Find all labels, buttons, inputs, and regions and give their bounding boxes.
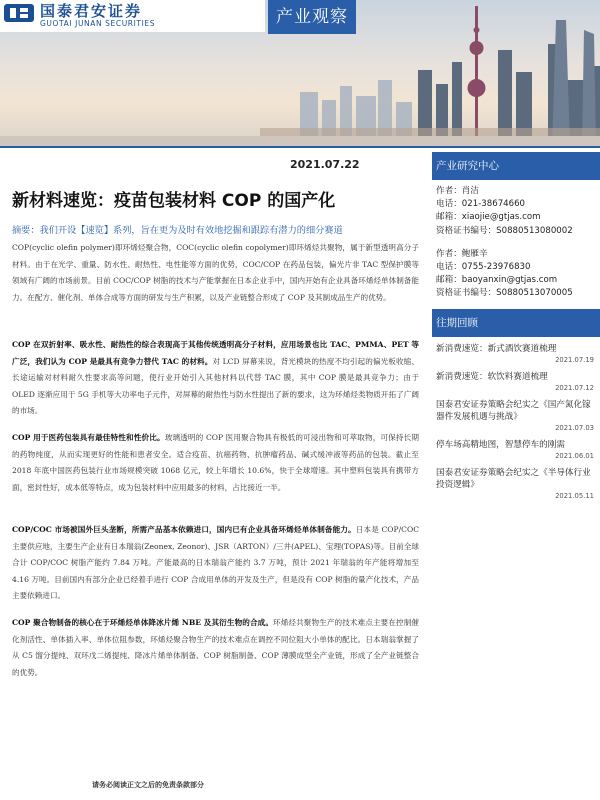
paragraph-text: 环烯烃共聚物生产的技术难点主要在控制催化剂活性、单体插入率、单体位阻参数，环烯烃聚合物生产的技术难点在调控不同位阻大小单体的配比。日本瑞翁掌握了从 C5 馏分提纯、双环戊二烯提纯、降冰片烯单体制备、COP 树脂制备、COP 薄膜成型全产业链，形成了全产业链整合的优势。 <box>12 618 419 677</box>
paragraph-lead: COP 在双折射率、吸水性、耐热性的综合表现高于其他传统透明高分子材料，应用场景也比 TAC、PMMA、PET 等广泛，我们认为 COP 是最具有竞争力替代 TAC 的材料。 <box>12 340 419 366</box>
past-report-title[interactable]: 国泰君安证券策略会纪实之《国产氮化镓器件发展机遇与挑战》 <box>436 399 591 422</box>
paragraph-lead: COP/COC 市场被国外巨头垄断，所需产品基本依赖进口，国内已有企业具备环烯烃单体制备能力。 <box>12 525 356 534</box>
analyst-email[interactable]: 邮箱：xiaojie@gtjas.com <box>436 212 541 223</box>
analyst-phone: 电话：021-38674660 <box>436 199 526 210</box>
logo-english-name: GUOTAI JUNAN SECURITIES <box>40 19 156 28</box>
paragraph-text: 玻璃透明的 COP 医用聚合物具有极低的可浸出物和可萃取物，可保持长期的药物纯度，从而实现更好的性能和患者安全。适合疫苗、抗癌药物、抗肿瘤药品、碱式缓冲液等药品的包装。截止至 2018 年底中国医药包装行业市场规模突破 1068 亿元，较上年增长 10.6%，快于全球增速。其中塑料包装具有携带方面，密封性好，成本低等特点，成为包装材料中应用最多的材料，占比接近一半。 <box>12 433 419 492</box>
list-item[interactable] <box>436 371 596 393</box>
header-banner <box>0 0 600 148</box>
logo-chinese-name: 国泰君安证券 <box>40 2 143 20</box>
list-item[interactable] <box>436 399 596 433</box>
list-item[interactable] <box>436 439 596 461</box>
past-report-date: 2021.07.12 <box>555 383 594 392</box>
past-reports-heading: 往期回顾 <box>432 309 600 337</box>
past-report-title[interactable]: 新消费速览：软饮料赛道梳理 <box>436 371 548 382</box>
company-logo <box>0 0 265 32</box>
paragraph-text: 对 LCD 屏幕来说，背光模块的热度不均引起的偏光板收缩、长途运输对材料耐久性要求高等问题，使行业开始引入其他材料以代替 TAC 膜，其中 COP 膜是最具竞争力；由于 OLED 逐渐应用于 5G 手机等大功率电子元件，对屏幕的耐热性与防水性提出了新的要求，这为环烯烃类物质开拓了广阔的市场。 <box>12 356 419 416</box>
paragraph-lead: COP 聚合物制备的核心在于环烯烃单体降冰片烯 NBE 及其衍生物的合成。 <box>12 618 274 627</box>
analyst-card <box>432 180 600 238</box>
analysts-heading: 产业研究中心 <box>432 152 600 180</box>
past-report-title[interactable]: 国泰君安证券策略会纪实之《半导体行业投资逻辑》 <box>436 467 591 490</box>
past-reports-list <box>432 343 600 501</box>
disclaimer-footer: 请务必阅读正文之后的免责条款部分 <box>92 781 204 789</box>
series-title: 产业观察 <box>276 7 348 27</box>
analyst-email[interactable]: 邮箱：baoyanxin@gtjas.com <box>436 275 558 286</box>
paragraph-lead: COP 用于医药包装具有最佳特性和性价比。 <box>12 433 165 442</box>
analyst-phone: 电话：0755-23976830 <box>436 262 531 273</box>
report-summary: 摘要：我们开设【速览】系列，旨在更为及时有效地挖掘和跟踪有潜力的细分赛道 <box>12 225 343 236</box>
spacer <box>432 238 600 248</box>
paragraph-3 <box>12 430 419 496</box>
paragraph-2 <box>12 337 419 420</box>
analyst-author: 作者：肖洁 <box>436 186 479 196</box>
past-report-title[interactable]: 新消费速览：新式酒饮赛道梳理 <box>436 343 557 354</box>
paragraph-text: 日本是 COP/COC 主要供应地，主要生产企业有日本瑞翁(Zeonex, Zeonor)、JSR（ARTON）/三井(APEL)、宝理(TOPAS)等。目前全球合计 COP/COC 树脂产能约 7.84 万吨。产能最高的日本瑞翁产能约 3.7 万吨，预计 2021 年瑞翁的年产能将增加至 4.16 万吨。目前国内有部分企业已经着手进行 COP 合成用单体的开发及生产，但是没有 COP 树脂的量产化技术，产品主要依赖进口。 <box>12 525 420 601</box>
past-report-title[interactable]: 停车场高精地图，智慧停车的刚需 <box>436 439 565 450</box>
analyst-author: 作者：鲍雁辛 <box>436 248 488 259</box>
banner-divider <box>0 146 600 148</box>
paragraph-5 <box>12 615 419 681</box>
past-report-date: 2021.05.11 <box>555 491 594 500</box>
paragraph-1 <box>12 240 419 306</box>
list-item[interactable] <box>436 467 596 501</box>
list-item[interactable] <box>436 343 596 365</box>
analyst-cert: 资格证书编号：S0880513070005 <box>436 288 573 299</box>
sidebar <box>432 152 600 501</box>
report-title: 新材料速览：疫苗包装材料 COP 的国产化 <box>12 191 336 211</box>
analyst-card <box>432 248 600 301</box>
past-report-date: 2021.06.01 <box>555 451 594 460</box>
analyst-cert: 资格证书编号：S0880513080002 <box>436 225 573 236</box>
paragraph-text: COP(cyclic olefin polymer)即环烯烃聚合物，COC(cyclic olefin copolymer)即环烯烃共聚物，属于新型透明高分子材料。由于在光学、重量、防水性、耐热性、电性能等方面的优势，COC/COP 在药品包装，偏光片非 TAC 型保护膜等领域有广阔的市场前景。目前 COC/COP 树脂的技术与产能掌握在日本企业手中，国内开始有企业具备环烯烃单体制备能力。在配方、催化剂、单体合成等方面的研发与生产积累，以及产业链整合形成了 COP 及其制成品生产的优势。 <box>12 243 419 302</box>
past-report-date: 2021.07.19 <box>555 355 594 364</box>
paragraph-4 <box>12 522 419 605</box>
past-report-date: 2021.07.03 <box>555 423 594 432</box>
gtja-logo-icon <box>4 2 34 24</box>
report-date: 2021.07.22 <box>290 158 360 171</box>
